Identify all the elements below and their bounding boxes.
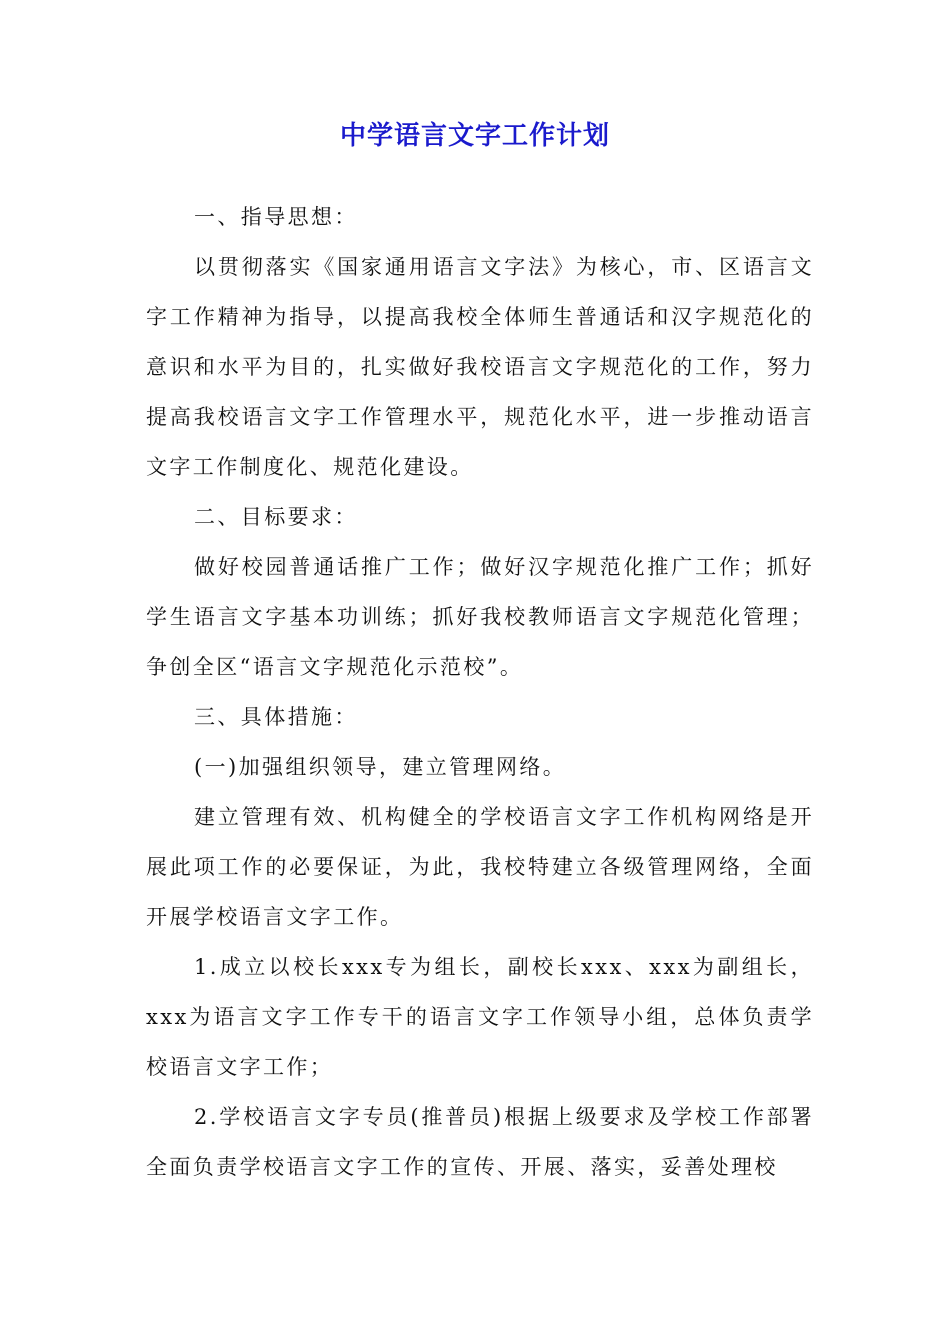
- document-title: 中学语言文字工作计划: [339, 121, 610, 151]
- section-heading-guiding-ideology: 一、指导思想：: [194, 205, 358, 229]
- list-item-2: 2.学校语言文字专员(推普员)根据上级要求及学校工作部署全面负责学校语言文字工作的宣传、开展、落实，妥善处理校: [146, 1105, 814, 1179]
- section-heading-goals: 二、目标要求：: [194, 505, 358, 529]
- paragraph-guiding-ideology: 以贯彻落实《国家通用语言文字法》为核心，市、区语言文字工作精神为指导，以提高我校全体师生普通话和汉字规范化的意识和水平为目的，扎实做好我校语言文字规范化的工作，努力提高我校语言文字工作管理水平，规范化水平，进一步推动语言文字工作制度化、规范化建设。: [146, 255, 814, 479]
- section-heading-measures: 三、具体措施：: [194, 705, 358, 729]
- paragraph-goals: 做好校园普通话推广工作；做好汉字规范化推广工作；抓好学生语言文字基本功训练；抓好我校教师语言文字规范化管理；争创全区“语言文字规范化示范校”。: [146, 555, 814, 679]
- document-body: [146, 192, 814, 1192]
- subheading-organization: (一)加强组织领导，建立管理网络。: [194, 755, 567, 779]
- paragraph-organization: 建立管理有效、机构健全的学校语言文字工作机构网络是开展此项工作的必要保证，为此，我校特建立各级管理网络，全面开展学校语言文字工作。: [146, 805, 814, 929]
- list-item-1: 1.成立以校长xxx专为组长，副校长xxx、xxx为副组长，xxx为语言文字工作专干的语言文字工作领导小组，总体负责学校语言文字工作；: [146, 955, 814, 1079]
